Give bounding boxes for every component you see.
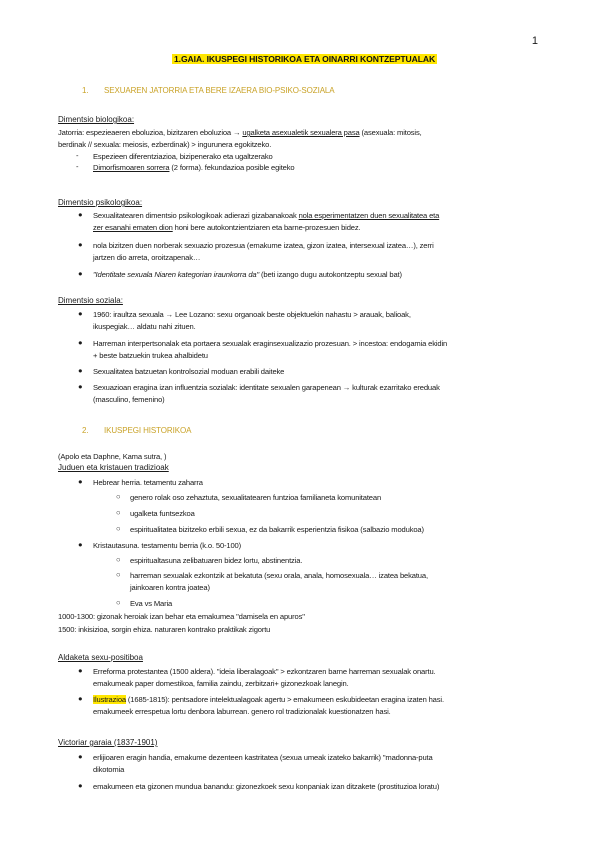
section-label: SEXUAREN JATORRIA ETA BERE IZAERA BIO-PSIKO-SOZIALA [104, 86, 335, 95]
list-item: Ilustrazioa (1685-1815): pentsadore intelektualagoak agertu > emakumeen eskubideetan eragina izaten hasi. emakumeek errespetua lortu denbora laburrean. genero rol tradizionalak kuestionatzen hasi. [93, 695, 444, 716]
list-item: Sexuazioan eragina izan influentzia sozialak: identitate sexualen garapenean → kulturak ezarritako ereduak (masculino, femenino) [93, 383, 440, 404]
bullet: ● [78, 781, 83, 790]
list-item: espiritualtasuna zelibatuaren bidez lortu, abstinentzia. [130, 556, 303, 565]
subheading-biological: Dimentsio biologikoa: [58, 115, 135, 124]
list-item: erlijioaren eragin handia, emakume dezenteen kastritatea (sexua umeak izateko bakarrik) "madonna-puta dikotomia [93, 753, 433, 774]
bullet: ● [78, 477, 83, 486]
section-heading-2 [82, 426, 191, 435]
bullet: ● [78, 240, 83, 249]
bullet: ● [78, 338, 83, 347]
list-item: Eva vs Maria [130, 599, 173, 608]
paragraph: 1500: inkisizioa, sorgin ehiza. naturaren kontrako praktikak zigortu [58, 625, 271, 634]
bullet: ● [78, 269, 83, 278]
bullet: ● [78, 694, 83, 703]
bullet: ● [78, 382, 83, 391]
list-item: emakumeen eta gizonen mundua banandu: gizonezkoek sexu konpaniak izan ditzakete (prostituzioa loratu) [93, 782, 440, 791]
subheading-victorian: Victoriar garaia (1837-1901) [58, 738, 158, 747]
list-item: Dimorfismoaren sorrera (2 forma). fekundazioa posible egiteko [93, 163, 295, 172]
list-item: "Identitate sexuala Niaren kategorian iraunkorra da" (beti izango dugu autokontzeptu sexual bat) [93, 270, 402, 279]
list-item: Harreman interpertsonalak eta portaera sexualak eraginsexualizazio prozesuan. > incestoa: endogamia ekidin + beste batzuekin trukea ahalbidetu [93, 339, 448, 360]
circle-bullet: ○ [116, 598, 121, 607]
paragraph: 1000-1300: gizonak heroiak izan behar eta emakumea "damisela en apuros" [58, 612, 305, 621]
subheading-psychological: Dimentsio psikologikoa: [58, 198, 143, 207]
list-item: 1960: iraultza sexuala → Lee Lozano: sexu organoak beste objektuekin nahastu > arauak, balioak, ikuspegiak… aldatu nahi zituen. [93, 310, 411, 331]
paragraph: (Apolo eta Daphne, Kama sutra, ) [58, 452, 167, 461]
section-label: IKUSPEGI HISTORIKOA [104, 426, 192, 435]
list-item: Espezieen diferentziazioa, bizipenerako eta ugaltzerako [93, 152, 273, 161]
circle-bullet: ○ [116, 524, 121, 533]
list-item: espiritualitatea bizitzeko erbili sexua, ez da bakarrik esperientzia fisikoa (salbazio modukoa) [130, 525, 424, 534]
bullet: ● [78, 666, 83, 675]
list-item: ugalketa funtsezkoa [130, 509, 195, 518]
section-heading-1 [82, 86, 335, 95]
list-item: Hebrear herria. tetamentu zaharra [93, 478, 203, 487]
section-number: 1. [82, 86, 89, 95]
bullet: ● [78, 752, 83, 761]
circle-bullet: ○ [116, 508, 121, 517]
page-number: 1 [531, 35, 538, 47]
subheading-sex-positive: Aldaketa sexu-positiboa [58, 653, 143, 662]
bullet: ● [78, 309, 83, 318]
section-number: 2. [82, 426, 89, 435]
list-item: harreman sexualak ezkontzik at bekatuta (sexu orala, anala, homosexuala… izatea bekatua, jainkoaren kontra joatea) [130, 571, 428, 592]
paragraph: Jatorria: espezieaeren eboluzioa, bizitzaren eboluzioa → ugalketa asexualetik sexualera pasa (asexuala: mitosis, berdinak // sexuala: meiosis, ezberdinak) > ingurunera egokitzeko. [58, 128, 422, 149]
circle-bullet: ○ [116, 555, 121, 564]
circle-bullet: ○ [116, 492, 121, 501]
list-item: Sexualitatearen dimentsio psikologikoak adierazi gizabanakoak nola esperimentatzen duen sexualitatea eta zer esanahi ematen dion honi bere autokontzientziaren eta barne-prozesuen bidez. [93, 211, 440, 232]
bullet: ● [78, 210, 83, 219]
list-item: Sexualitatea batzuetan kontrolsozial moduan erabili daiteke [93, 367, 285, 376]
bullet: ● [78, 366, 83, 375]
list-item: nola bizitzen duen norberak sexuazio prozesua (emakume izatea, gizon izatea, intersexual izatea…), zerri jartzen dio arreta, oroitzapenak… [93, 241, 434, 262]
list-item: Kristautasuna. testamentu berria (k.o. 50-100) [93, 541, 242, 550]
subheading-social: Dimentsio soziala: [58, 296, 123, 305]
dash-bullet: - [76, 162, 79, 171]
list-item: Erreforma protestantea (1500 aldera). "ideia liberalagoak" > ezkontzaren barne harreman sexualak onartu. emakumeak paper domestikoa, familia zaindu, zerbitzari+ gizonezkoak lanegin. [93, 667, 436, 688]
document-title: 1.GAIA. IKUSPEGI HISTORIKOA ETA OINARRI KONTZEPTUALAK [174, 54, 436, 64]
list-item: genero rolak oso zehaztuta, sexualitatearen funtzioa familianeta komunitatean [130, 493, 382, 502]
circle-bullet: ○ [116, 570, 121, 579]
subheading-jewish-christian: Juduen eta kristauen tradizioak [58, 463, 169, 472]
dash-bullet: - [76, 151, 79, 160]
bullet: ● [78, 540, 83, 549]
